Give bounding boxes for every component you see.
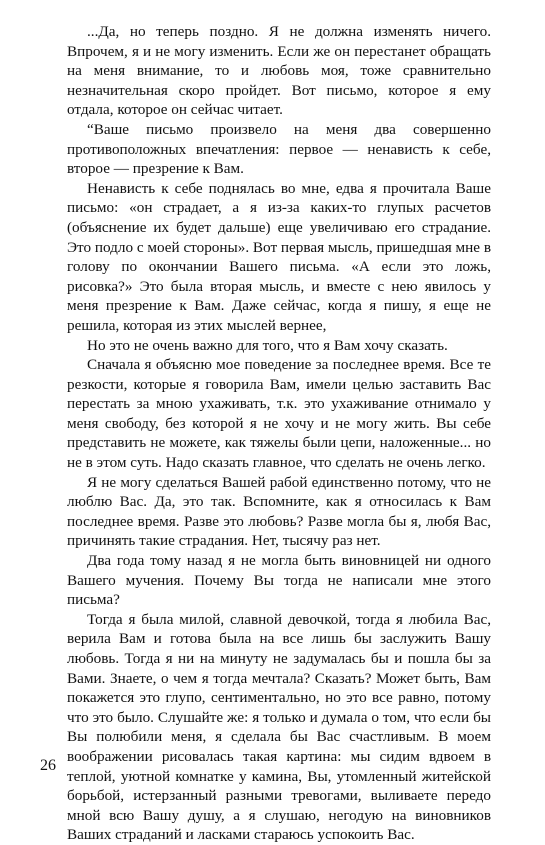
page-number: 26 [40,757,56,774]
paragraph: ...Да, но теперь поздно. Я не должна изменять ничего. Впрочем, я и не могу изменить. Если же он перестанет обращать на меня внимание, то и любовь моя, тоже сравнительно незначительная скоро пройдет. Вот письмо, которое я ему отдала, которое он сейчас читает. [67,23,491,119]
paragraph: Два года тому назад я не могла быть виновницей ни одного Вашего мучения. Почему Вы тогда не написали мне этого письма? [67,552,491,609]
paragraph: Я не могу сделаться Вашей рабой единственно потому, что не люблю Вас. Да, это так. Вспомните, как я относилась к Вам последнее время. Разве это любовь? Разве могла бы я, любя Вас, причинять такие страдания. Нет, тысячу раз нет. [67,473,491,550]
paragraph: Ненависть к себе поднялась во мне, едва я прочитала Ваше письмо: «он страдает, а я из-за каких-то глупых расчетов (объяснение их будет дальше) еще увеличиваю его страдание. Это подло с моей стороны». Вот первая мысль, пришедшая мне в голову по окончании Вашего письма. «А если это ложь, рисовка?» Это была вторая мысль, и вместе с нею явилось у меня презрение к Вам. Даже сейчас, когда я пишу, я еще не решила, которая из этих мыслей вернее, [67,179,491,334]
paragraph: Но это не очень важно для того, что я Вам хочу сказать. [87,336,448,354]
body-text [67,22,491,845]
paragraph: Тогда я была милой, славной девочкой, тогда я любила Вас, верила Вам и готова была на все лишь бы заслужить Вашу любовь. Тогда я ни на минуту не задумалась бы и пошла бы за Вами. Знаете, о чем я тогда мечтала? Сказать? Может быть, Вам покажется это глупо, сентиментально, но это все равно, потому что это было. Слушайте же: я только и думала о том, что если бы Вы полюбили меня, я сделала бы Вас счастливым. В моем воображении рисовалась такая картина: мы сидим вдвоем в теплой, уютной комнатке у камина, Вы, утомленный житейской борьбой, истерзанный разными тревогами, выливаете передо мной всю Вашу душу, а я слушаю, негодую на виновников Ваших страданий и ласками стараюсь успокоить Вас. [67,610,491,844]
paragraph: “Ваше письмо произвело на меня два совершенно противоположных впечатления: первое — ненависть к себе, второе — презрение к Вам. [67,120,491,178]
paragraph: Сначала я объясню мое поведение за последнее время. Все те резкости, которые я говорила Вам, имели целью заставить Вас перестать за мною ухаживать, т.к. это ухаживание отнимало у меня свободу, без которой я не хочу и не могу жить. Вы себе представить не можете, как тяжелы были цепи, наложенные... но не в этом суть. Надо сказать главное, что сделать не очень легко. [67,356,491,472]
